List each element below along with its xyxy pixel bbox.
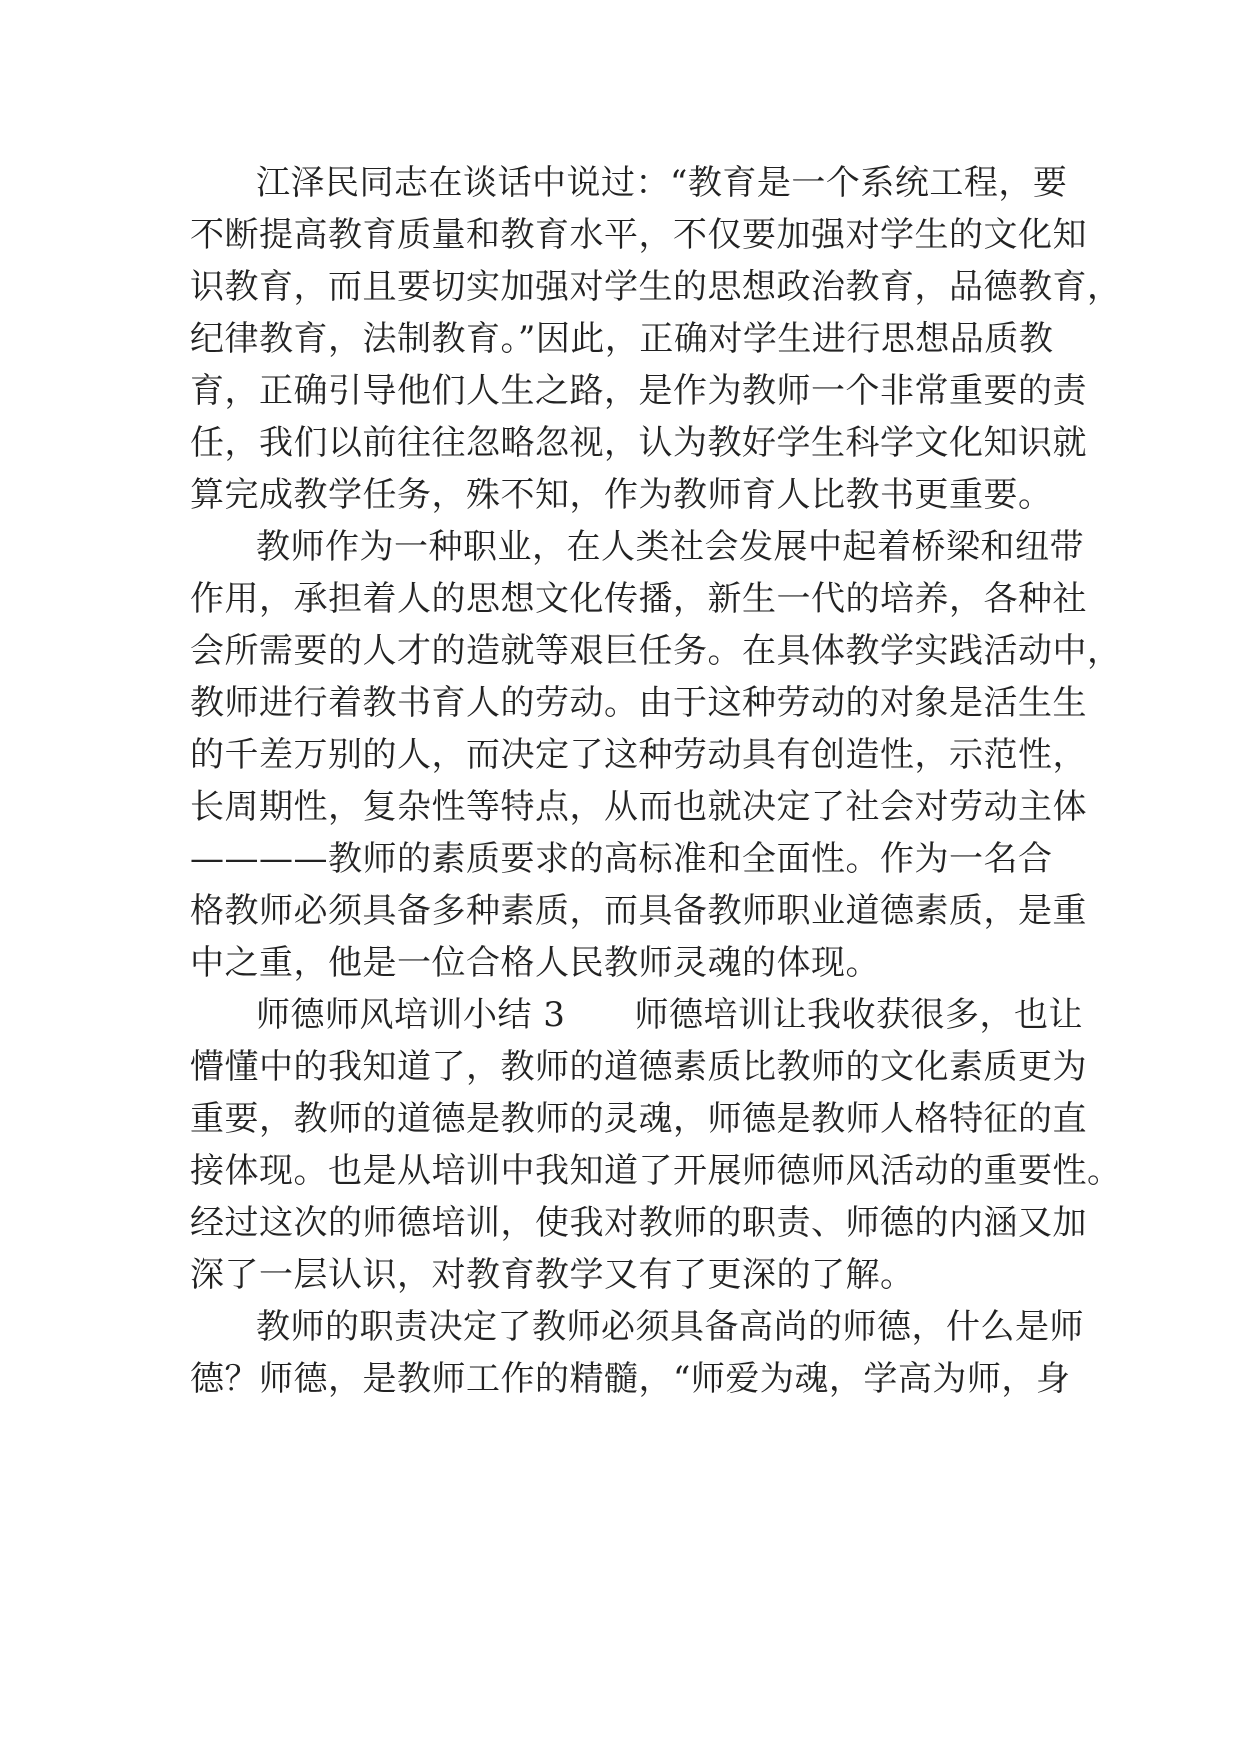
text-line: 会所需要的人才的造就等艰巨任务。在具体教学实践活动中，: [190, 631, 1122, 671]
text-line: 深了一层认识，对教育教学又有了更深的了解。: [190, 1255, 915, 1295]
text-line: 中之重，他是一位合格人民教师灵魂的体现。: [190, 943, 880, 983]
text-line: 师德师风培训小结 3 师德培训让我收获很多，也让: [256, 995, 1083, 1035]
text-line: 教师作为一种职业，在人类社会发展中起着桥梁和纽带: [256, 527, 1084, 567]
text-line: 长周期性，复杂性等特点，从而也就决定了社会对劳动主体: [190, 787, 1087, 827]
text-line: 教师进行着教书育人的劳动。由于这种劳动的对象是活生生: [190, 683, 1087, 723]
text-line: 懵懂中的我知道了，教师的道德素质比教师的文化素质更为: [190, 1047, 1087, 1087]
text-line: 任，我们以前往往忽略忽视，认为教好学生科学文化知识就: [190, 423, 1087, 463]
text-line: 作用，承担着人的思想文化传播，新生一代的培养，各种社: [190, 579, 1087, 619]
text-line: 算完成教学任务，殊不知，作为教师育人比教书更重要。: [190, 475, 1053, 515]
text-line: 经过这次的师德培训，使我对教师的职责、师德的内涵又加: [190, 1203, 1087, 1243]
text-line: 格教师必须具备多种素质，而具备教师职业道德素质，是重: [190, 891, 1087, 931]
text-line: ————教师的素质要求的高标准和全面性。作为一名合: [190, 839, 1053, 879]
text-line: 教师的职责决定了教师必须具备高尚的师德，什么是师: [256, 1307, 1084, 1347]
text-line: 识教育，而且要切实加强对学生的思想政治教育，品德教育，: [190, 267, 1122, 307]
text-line: 不断提高教育质量和教育水平，不仅要加强对学生的文化知: [190, 215, 1087, 255]
text-line: 育，正确引导他们人生之路，是作为教师一个非常重要的责: [190, 371, 1087, 411]
text-line: 纪律教育，法制教育。”因此，正确对学生进行思想品质教: [190, 319, 1054, 359]
text-line: 的千差万别的人，而决定了这种劳动具有创造性，示范性，: [190, 735, 1087, 775]
text-line: 江泽民同志在谈话中说过：“教育是一个系统工程，要: [256, 163, 1068, 203]
text-line: 德？师德，是教师工作的精髓，“师爱为魂，学高为师，身: [190, 1359, 1071, 1399]
text-line: 接体现。也是从培训中我知道了开展师德师风活动的重要性。: [190, 1151, 1122, 1191]
text-line: 重要，教师的道德是教师的灵魂，师德是教师人格特征的直: [190, 1099, 1087, 1139]
